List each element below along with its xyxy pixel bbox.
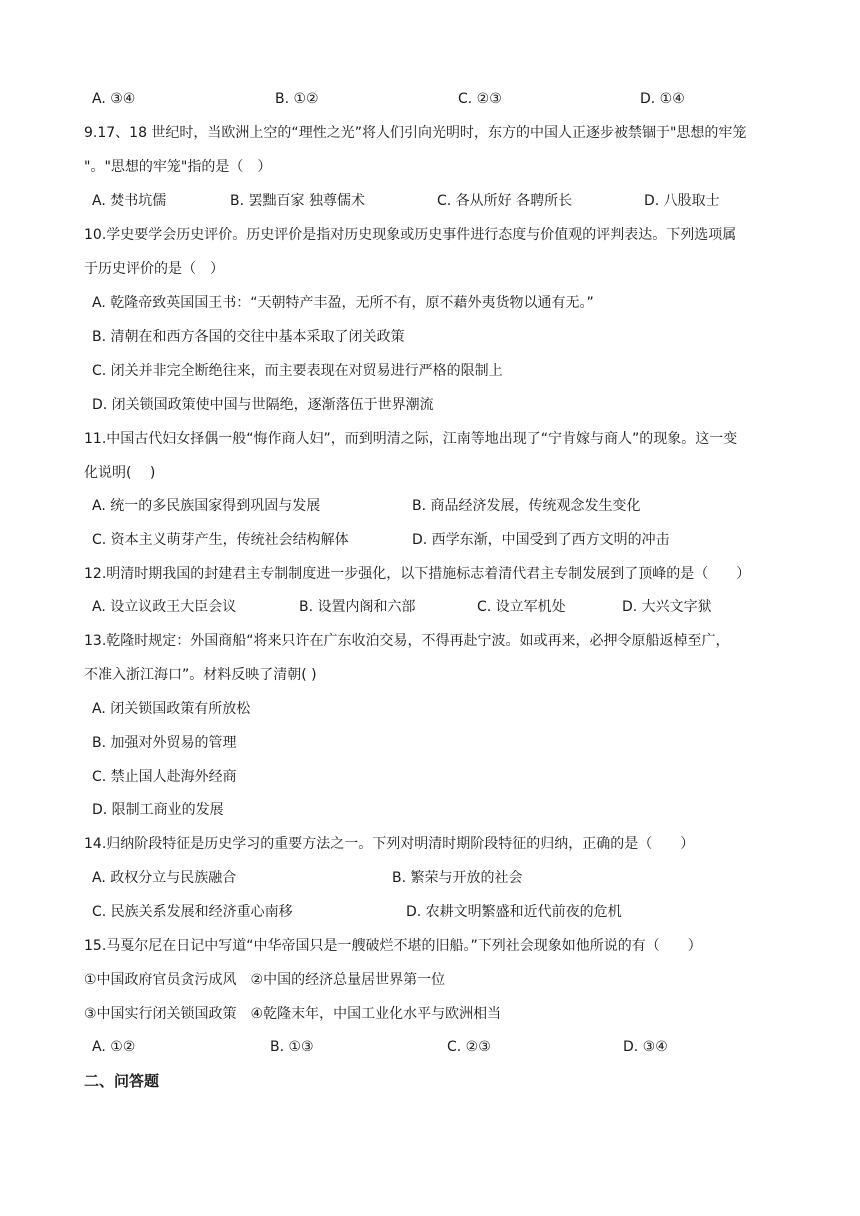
q12-option-d: D. 大兴文字狱 <box>622 599 712 615</box>
q10-stem-line-2: 于历史评价的是（ ） <box>84 261 224 277</box>
q11-option-a: A. 统一的多民族国家得到巩固与发展 <box>92 498 321 514</box>
q15-option-b: B. ①③ <box>270 1039 314 1055</box>
q11-options-row-2 <box>92 530 792 550</box>
q13-stem-line-2: 不准入浙江海口”。材料反映了清朝( ) <box>84 667 317 683</box>
q10-option-c: C. 闭关并非完全断绝往来，而主要表现在对贸易进行严格的限制上 <box>92 363 503 379</box>
q15-option-c: C. ②③ <box>447 1039 491 1055</box>
q14-options-row-2 <box>92 902 792 922</box>
q9-option-c: C. 各从所好 各聘所长 <box>437 193 573 209</box>
q10-option-d: D. 闭关锁国政策使中国与世隔绝，逐渐落伍于世界潮流 <box>92 397 434 413</box>
q14-option-b: B. 繁荣与开放的社会 <box>392 870 523 886</box>
q10-stem-line-1: 10.学史要学会历史评价。历史评价是指对历史现象或历史事件进行态度与价值观的评判表达。下列选项属 <box>84 227 737 243</box>
q11-option-d: D. 西学东渐，中国受到了西方文明的冲击 <box>412 532 670 548</box>
q14-option-c: C. 民族关系发展和经济重心南移 <box>92 904 293 920</box>
q9-option-b: B. 罢黜百家 独尊儒术 <box>230 193 365 209</box>
q14-option-d: D. 农耕文明繁盛和近代前夜的危机 <box>406 904 622 920</box>
q15-stem-line-1: 15.马戛尔尼在日记中写道“中华帝国只是一艘破烂不堪的旧船。”下列社会现象如他所说的有（ ） <box>84 938 702 954</box>
q14-option-a: A. 政权分立与民族融合 <box>92 870 237 886</box>
q11-stem-line-1: 11.中国古代妇女择偶一般“悔作商人妇”，而到明清之际，江南等地出现了“宁肯嫁与商人”的现象。这一变 <box>84 431 738 447</box>
q15-statement-line-1: ①中国政府官员贪污成风 ②中国的经济总量居世界第一位 <box>84 972 446 988</box>
q11-option-b: B. 商品经济发展，传统观念发生变化 <box>412 498 641 514</box>
q13-option-b: B. 加强对外贸易的管理 <box>92 735 237 751</box>
q14-stem-line-1: 14.归纳阶段特征是历史学习的重要方法之一。下列对明清时期阶段特征的归纳，正确的是（ ） <box>84 836 695 852</box>
q12-stem-line-1: 12.明清时期我国的封建君主专制制度进一步强化，以下措施标志着清代君主专制发展到了顶峰的是（ ） <box>84 566 751 582</box>
q12-option-c: C. 设立军机处 <box>477 599 566 615</box>
q10-option-a: A. 乾隆帝致英国国王书：“天朝特产丰盈，无所不有，原不藉外夷货物以通有无。” <box>92 295 594 311</box>
q13-option-c: C. 禁止国人赴海外经商 <box>92 769 237 785</box>
q9-option-a: A. 焚书坑儒 <box>92 193 167 209</box>
q9-stem-line-2: "。"思想的牢笼"指的是（ ） <box>84 159 272 175</box>
q8-option-d: D. ①④ <box>640 91 685 107</box>
q15-option-a: A. ①② <box>92 1039 136 1055</box>
q14-options-row-1 <box>92 868 792 888</box>
section-2-heading: 二、问答题 <box>84 1072 160 1090</box>
q15-option-d: D. ③④ <box>623 1039 668 1055</box>
q10-option-b: B. 清朝在和西方各国的交往中基本采取了闭关政策 <box>92 329 405 345</box>
q12-option-b: B. 设置内阁和六部 <box>299 599 416 615</box>
q9-options <box>92 191 792 211</box>
q8-option-a: A. ③④ <box>92 91 136 107</box>
q11-stem-line-2: 化说明( ) <box>84 465 156 481</box>
q13-option-d: D. 限制工商业的发展 <box>92 802 224 818</box>
q8-option-b: B. ①② <box>275 91 319 107</box>
q15-options <box>92 1037 792 1057</box>
q11-options-row-1 <box>92 496 792 516</box>
q8-options <box>92 89 792 109</box>
q12-option-a: A. 设立议政王大臣会议 <box>92 599 237 615</box>
q9-stem-line-1: 9.17、18 世纪时，当欧洲上空的“理性之光”将人们引向光明时，东方的中国人正逐步被禁锢于"思想的牢笼 <box>84 125 747 141</box>
q11-option-c: C. 资本主义萌芽产生，传统社会结构解体 <box>92 532 349 548</box>
q8-option-c: C. ②③ <box>458 91 502 107</box>
q13-stem-line-1: 13.乾隆时规定：外国商船“将来只许在广东收泊交易，不得再赴宁波。如或再来，必押令原船返棹至广， <box>84 633 730 649</box>
q12-options <box>92 597 792 617</box>
q9-option-d: D. 八股取士 <box>644 193 720 209</box>
q15-statement-line-2: ③中国实行闭关锁国政策 ④乾隆末年，中国工业化水平与欧洲相当 <box>84 1006 502 1022</box>
q13-option-a: A. 闭关锁国政策有所放松 <box>92 701 251 717</box>
